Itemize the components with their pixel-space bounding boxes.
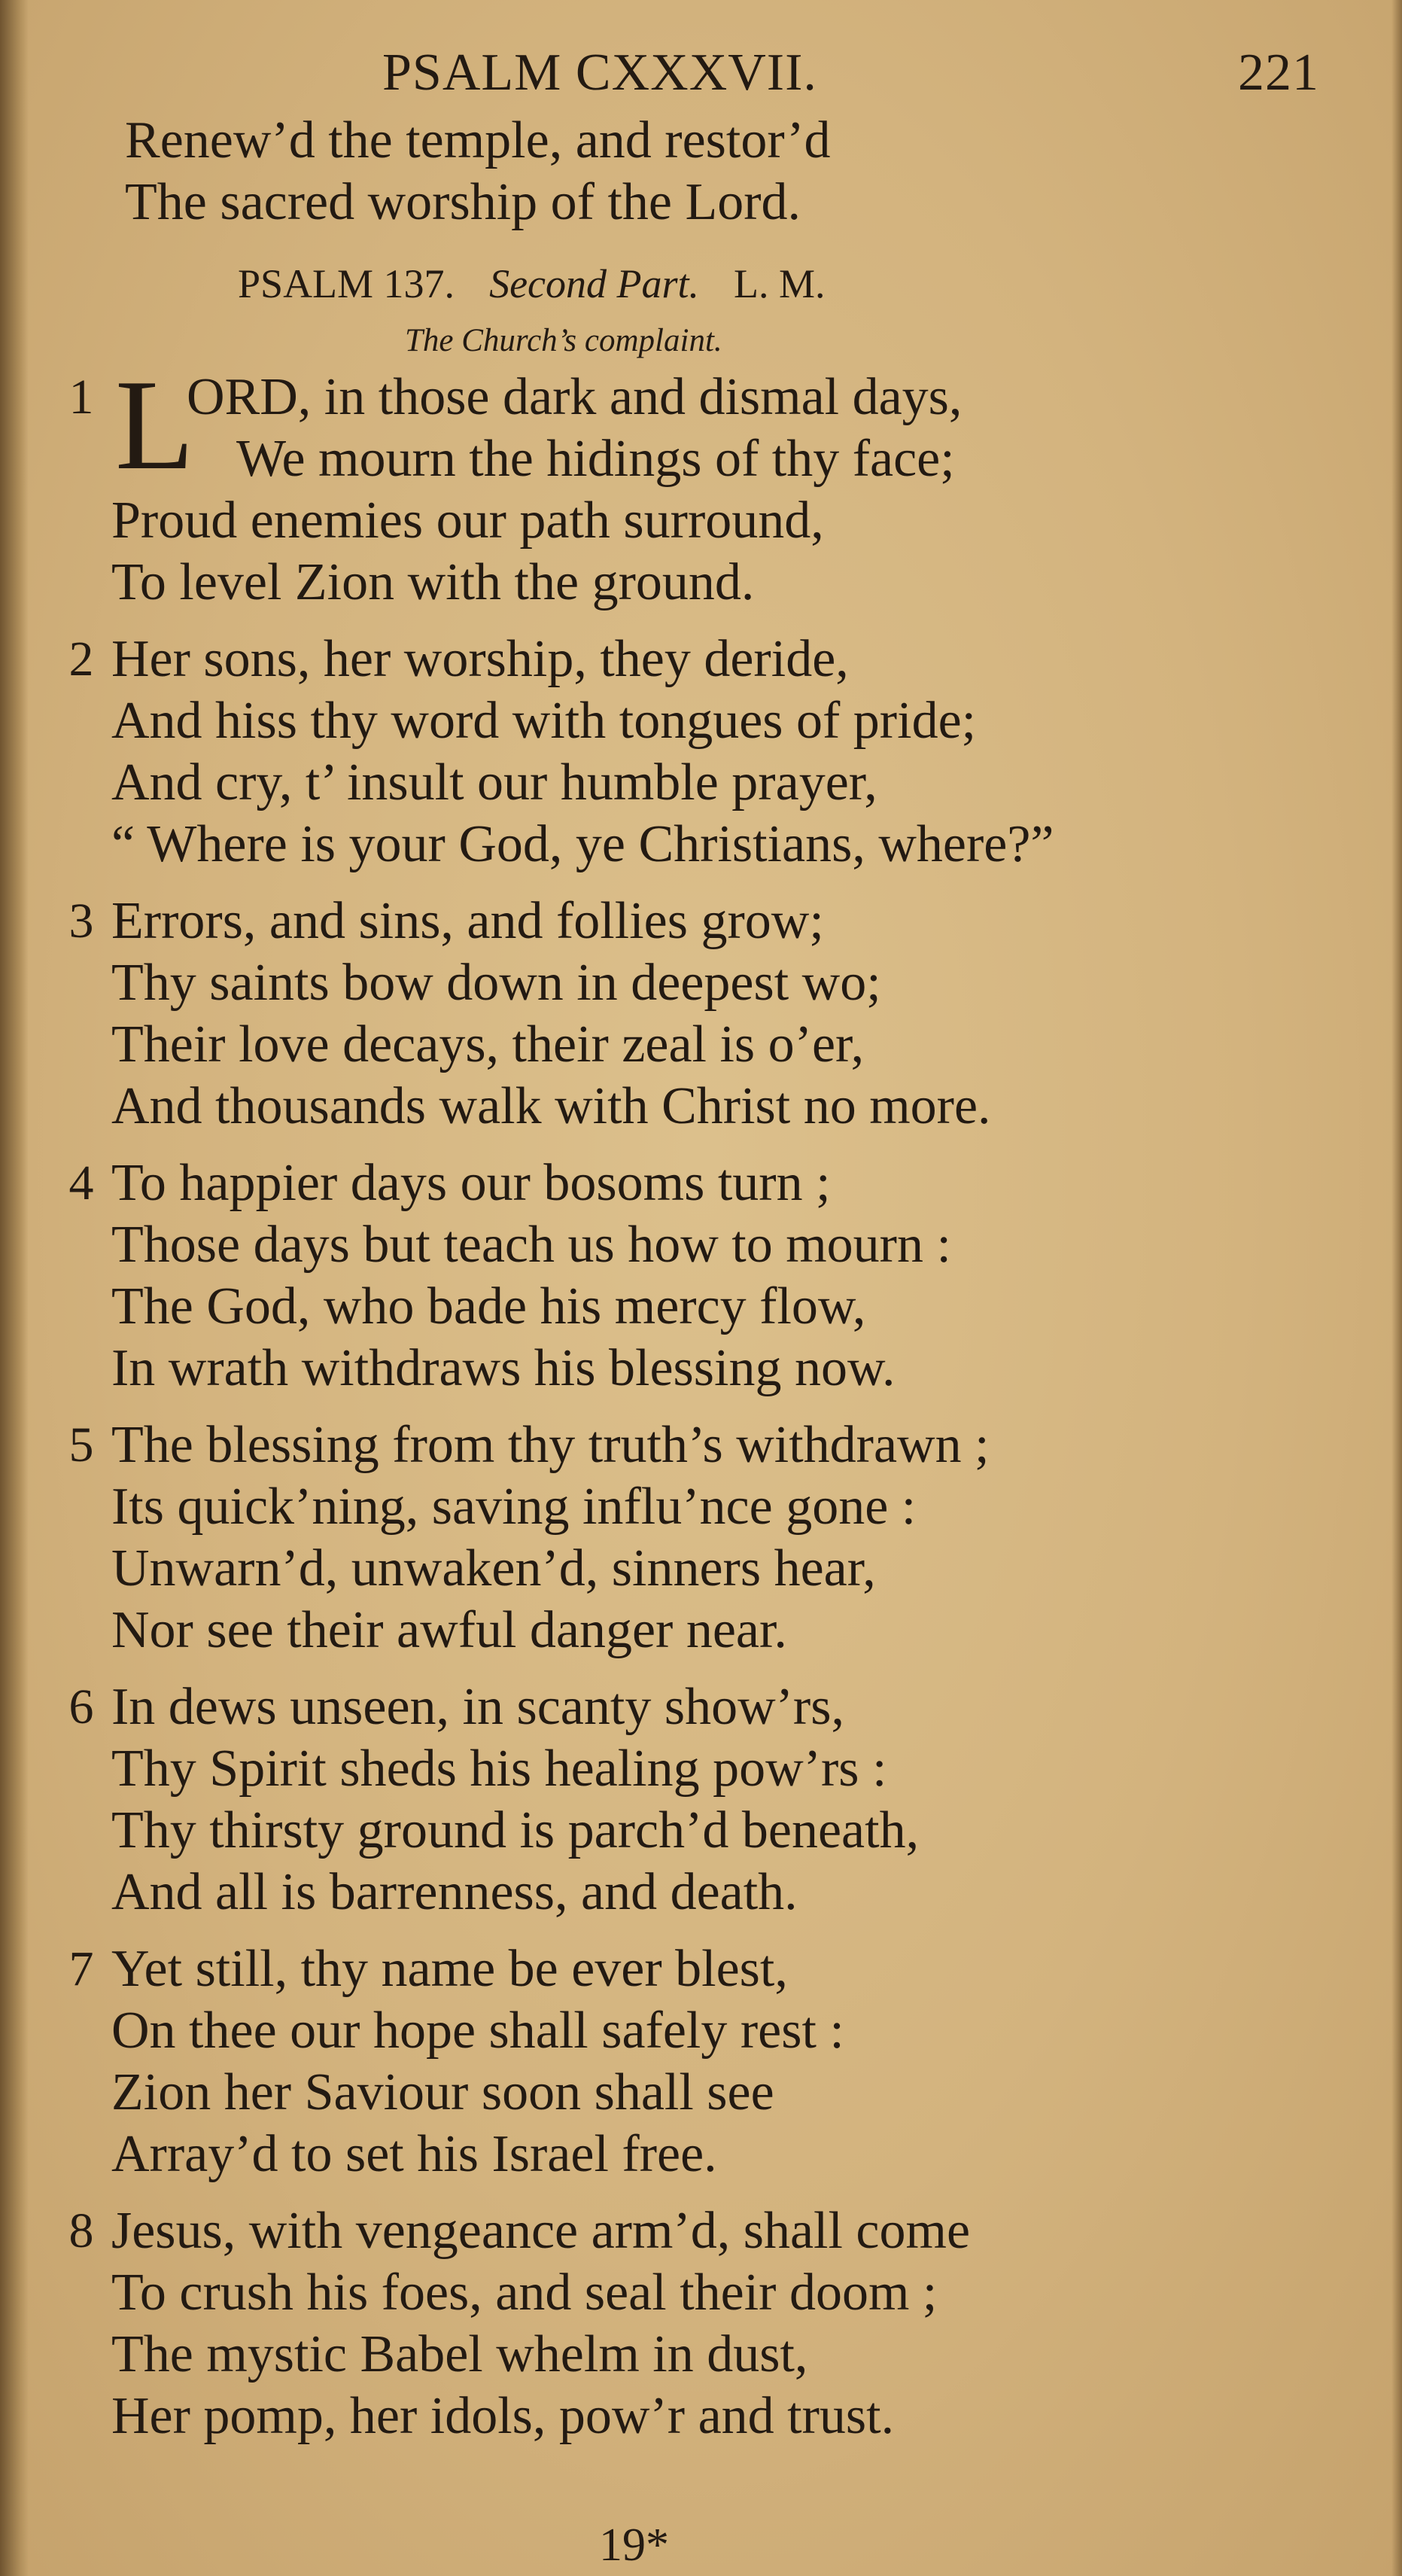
verse-line: Her sons, her worship, they deride,	[111, 630, 849, 688]
verse-line: And cry, t’ insult our humble prayer,	[111, 754, 877, 811]
stanza	[51, 1938, 1319, 2185]
verse-line: To happier days our bosoms turn ;	[111, 1154, 831, 1212]
psalm-heading	[238, 263, 1319, 304]
verse-line: In wrath withdraws his blessing now.	[111, 1339, 896, 1397]
verse-line: Nor see their awful danger near.	[111, 1601, 787, 1659]
verse-line: The blessing from thy truth’s withdrawn ;	[111, 1416, 990, 1474]
verse-line: Those days but teach us how to mourn :	[111, 1216, 951, 1274]
verse-line: On thee our hope shall safely rest :	[111, 2002, 844, 2060]
stanza-number: 1	[68, 370, 94, 425]
verse-line: Errors, and sins, and follies grow;	[111, 892, 824, 950]
page-number: 221	[1238, 44, 1319, 102]
stanza-number: 6	[68, 1679, 94, 1734]
stanza	[51, 2200, 1319, 2447]
signature-mark: 19*	[599, 2520, 669, 2571]
continuation-line: Renew’d the temple, and restor’d	[125, 111, 831, 169]
verse-line: Her pomp, her idols, pow’r and trust.	[111, 2387, 895, 2445]
verse-line: In dews unseen, in scanty show’rs,	[111, 1678, 844, 1736]
verse-line: “ Where is your God, ye Christians, where?”	[111, 815, 1054, 873]
stanza	[51, 354, 1319, 614]
verse-line: And all is barrenness, and death.	[111, 1863, 798, 1921]
psalm-part: Second Part.	[489, 261, 700, 306]
verse-line: Zion her Saviour soon shall see	[111, 2063, 774, 2121]
verse-line: Array’d to set his Israel free.	[111, 2125, 717, 2183]
verse-line: Thy saints bow down in deepest wo;	[111, 954, 881, 1012]
verse-line: And hiss thy word with tongues of pride;	[111, 692, 977, 750]
stanza-number: 7	[68, 1941, 94, 1996]
running-title: PSALM CXXXVII.	[382, 44, 817, 102]
stanza	[51, 1153, 1319, 1399]
verse-line: Thy Spirit sheds his healing pow’rs :	[111, 1740, 887, 1798]
verse-line: To level Zion with the ground.	[111, 553, 755, 611]
verse-line: Their love decays, their zeal is o’er,	[111, 1015, 865, 1073]
psalm-subtitle: The Church’s complaint.	[405, 323, 722, 358]
verse-line: To crush his foes, and seal their doom ;	[111, 2264, 938, 2322]
stanza-number: 4	[68, 1156, 94, 1210]
verse-line: We mourn the hidings of thy face;	[236, 430, 955, 488]
stanza-number: 5	[68, 1417, 94, 1472]
psalm-meter: L. M.	[734, 261, 826, 306]
verse-line: Yet still, thy name be ever blest,	[111, 1940, 788, 1998]
running-header	[51, 44, 1319, 102]
verse-line: Proud enemies our path surround,	[111, 492, 824, 550]
verse-line: Thy thirsty ground is parch’d beneath,	[111, 1801, 920, 1859]
verse-line: And thousands walk with Christ no more.	[111, 1077, 991, 1135]
page-binding-shadow	[0, 0, 29, 2576]
stanza	[51, 891, 1319, 1137]
stanza-number: 2	[68, 632, 94, 687]
verse-line: ORD, in those dark and dismal days,	[187, 368, 963, 426]
verse-line: Unwarn’d, unwaken’d, sinners hear,	[111, 1539, 876, 1597]
drop-cap: L	[115, 354, 195, 497]
stanza	[51, 1676, 1319, 1923]
psalm-label: PSALM 137.	[238, 261, 455, 306]
verse-line: The mystic Babel whelm in dust,	[111, 2325, 808, 2383]
stanza-number: 3	[68, 894, 94, 948]
stanza	[51, 1414, 1319, 1661]
stanza-number: 8	[68, 2203, 94, 2258]
page-edge	[1391, 0, 1402, 2576]
verse-line: Jesus, with vengeance arm’d, shall come	[111, 2202, 971, 2260]
continuation-line: The sacred worship of the Lord.	[125, 173, 801, 231]
verse-line: Its quick’ning, saving influ’nce gone :	[111, 1478, 917, 1536]
verse-line: The God, who bade his mercy flow,	[111, 1277, 866, 1335]
stanza	[51, 629, 1319, 875]
